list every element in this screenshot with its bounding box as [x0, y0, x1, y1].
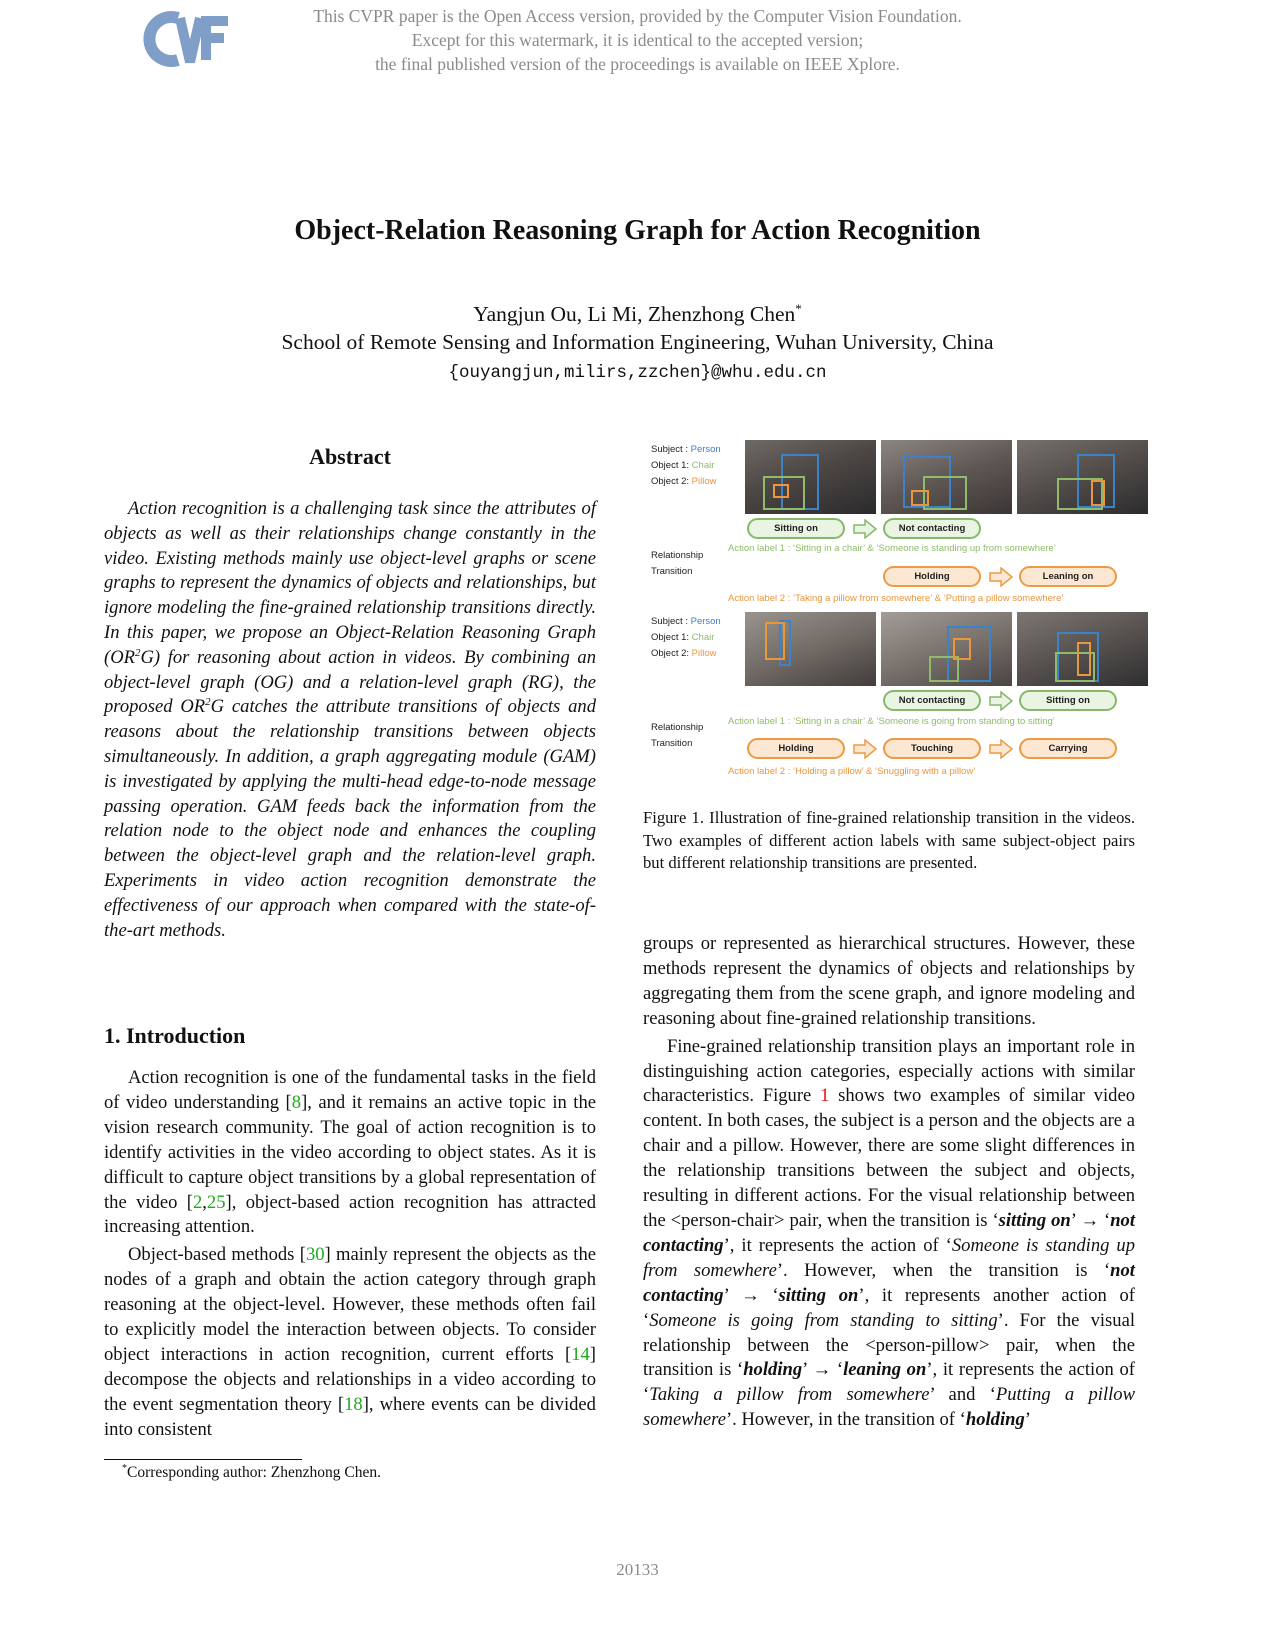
author-emails: {ouyangjun,milirs,zzchen}@whu.edu.cn [448, 363, 827, 383]
citation-link[interactable]: 8 [291, 1091, 302, 1113]
citation-link[interactable]: 18 [344, 1393, 363, 1415]
state-pill: Carrying [1019, 738, 1117, 759]
pillow-box [765, 622, 785, 660]
abstract-body: Action recognition is a challenging task since the attributes of objects as well as their relationships change constantly in the video. Existing methods mainly use object-level graphs or scene graphs to represent the dynamics of objects and relationships, but ignore modeling the fine-grained relationship transitions directly. In this paper, we propose an Object-Relation Reasoning Graph $(OR^2G)$ for reasoning about action in videos. By combining an object-level graph (OG) and a relation-level graph (RG), the proposed $OR^2G$ catches the attribute transitions of objects and reasons about the relationship transitions between objects simultaneously. In addition, a graph aggregating module (GAM) is investigated by applying the multi-head edge-to-node message passing operation. GAM feeds back the information from the relation node to the object node and enhances the coupling between the object-level graph and the relation-level graph. Experiments in video action recognition demonstrate the effectiveness of our approach when compared with the state-of-the-art methods. [104, 498, 596, 941]
page-number: 20133 [616, 1560, 659, 1579]
chair-box [923, 476, 967, 510]
footnote: *Corresponding author: Zhenzhong Chen. [122, 1463, 381, 1482]
video-frame [881, 440, 1012, 514]
action-label: Action label 1 : ‘Sitting in a chair’ & ‘Someone is going from standing to sitting’ [728, 716, 1055, 727]
action-label: Action label 2 : ‘Holding a pillow’ & ‘Snuggling with a pillow’ [728, 766, 976, 777]
abstract-heading: Abstract [309, 444, 391, 469]
state-pill: Sitting on [747, 518, 845, 539]
paper-title: Object-Relation Reasoning Graph for Action Recognition [294, 215, 981, 246]
state-pill: Not contacting [883, 690, 981, 711]
citation-link[interactable]: 2 [192, 1191, 203, 1213]
watermark-line: This CVPR paper is the Open Access version, provided by the Computer Vision Foundation. [313, 6, 962, 26]
watermark-line: the final published version of the proceedings is available on IEEE Xplore. [375, 54, 900, 74]
pillow-box [911, 490, 929, 506]
pillow-box [773, 484, 789, 498]
state-pill: Not contacting [883, 518, 981, 539]
transition-label: Transition [651, 738, 693, 749]
paragraph: Action recognition is one of the fundamental tasks in the field of video understanding [8], and it remains an active topic in the vision research community. The goal of action recognition is to identify activities in the video according to object states. As it is difficult to capture object transitions by a global representation of the video [2,25], object-based action recognition has attracted increasing attention. [104, 1067, 597, 1238]
pillow-box [1091, 480, 1105, 506]
watermark-line: Except for this watermark, it is identical to the accepted version; [411, 30, 864, 50]
authors [0, 301, 1275, 327]
figure-1 [645, 440, 1135, 786]
legend-object2: Object 2: Pillow [651, 648, 717, 659]
transition-arrow-icon [989, 567, 1013, 587]
state-pill: Touching [883, 738, 981, 759]
state-pill: Holding [883, 566, 981, 587]
intro-body [104, 1066, 596, 1446]
paragraph: groups or represented as hierarchical structures. However, these methods represent the dynamics of objects and relationships by aggregating them from the scene graph, and ignore modeling and reasoning about fine-grained relationship transitions. [643, 933, 1135, 1029]
figure-caption: Figure 1. Illustration of fine-grained relationship transition in the videos. Two examples of different action labels with same subject-object pairs but different relationship transitions are presented. [643, 808, 1135, 872]
transition-arrow-icon [853, 739, 877, 759]
transition-arrow-icon [989, 739, 1013, 759]
paragraph: Object-based methods [30] mainly represent the objects as the nodes of a graph and obtain the action category through graph reasoning at the object-level. However, these methods often fail to explicitly model the interaction between objects. To consider object interactions in action recognition, current efforts [14] decompose the objects and relationships in a video according to the event segmentation theory [18], where events can be divided into consistent [104, 1244, 596, 1440]
paragraph: Fine-grained relationship transition plays an important role in distinguishing action categories, especially actions with similar characteristics. Figure 1 shows two examples of similar video content. In both cases, the subject is a person and the objects are a chair and a pillow. However, there are some slight differences in the relationship transitions between the subject and objects, resulting in different actions. For the visual relationship between the <person-chair> pair, when the transition is ‘sitting on’ → ‘not contacting’, it represents the action of ‘Someone is standing up from somewhere’. However, when the transition is ‘not contacting’ → ‘sitting on’, it represents another action of ‘Someone is going from standing to sitting’. For the visual relationship between the <person-pillow> pair, when the transition is ‘holding’ → ‘leaning on’, it represents the action of ‘Taking a pillow from somewhere’ and ‘Putting a pillow somewhere’. However, in the transition of ‘holding’ [643, 1035, 1135, 1431]
relationship-label: Relationship [651, 550, 704, 561]
right-column-body [643, 932, 1135, 1436]
action-label: Action label 1 : ‘Sitting in a chair’ & ‘Someone is standing up from somewhere’ [728, 543, 1056, 554]
video-frame [1017, 440, 1148, 514]
video-frame [745, 440, 876, 514]
action-label: Action label 2 : ‘Taking a pillow from somewhere’ & ‘Putting a pillow somewhere’ [728, 593, 1064, 604]
citation-link[interactable]: 30 [305, 1244, 325, 1266]
state-pill: Leaning on [1019, 566, 1117, 587]
pillow-box [1077, 642, 1091, 676]
legend-object1: Object 1: Chair [651, 460, 715, 471]
legend-object2: Object 2: Pillow [651, 476, 717, 487]
transition-arrow-icon [853, 519, 877, 539]
video-frame [1017, 612, 1148, 686]
citation-link[interactable]: 25 [206, 1191, 226, 1213]
transition-arrow-icon [989, 691, 1013, 711]
legend-subject: Subject : Person [651, 444, 721, 455]
section-heading-introduction: 1. Introduction [104, 1023, 246, 1048]
corresponding-mark: * [795, 301, 802, 316]
figure-ref-link[interactable]: 1 [820, 1085, 830, 1107]
relationship-label: Relationship [651, 722, 704, 733]
state-pill: Sitting on [1019, 690, 1117, 711]
author-names: Yangjun Ou, Li Mi, Zhenzhong Chen [473, 302, 796, 327]
affiliation: School of Remote Sensing and Information Engineering, Wuhan University, China [281, 330, 994, 354]
footnote-rule [104, 1459, 302, 1460]
pillow-box [953, 638, 971, 660]
citation-link[interactable]: 14 [571, 1343, 590, 1365]
transition-label: Transition [651, 566, 693, 577]
legend-object1: Object 1: Chair [651, 632, 715, 643]
video-frame [745, 612, 876, 686]
video-frame [881, 612, 1012, 686]
legend-subject: Subject : Person [651, 616, 721, 627]
state-pill: Holding [747, 738, 845, 759]
